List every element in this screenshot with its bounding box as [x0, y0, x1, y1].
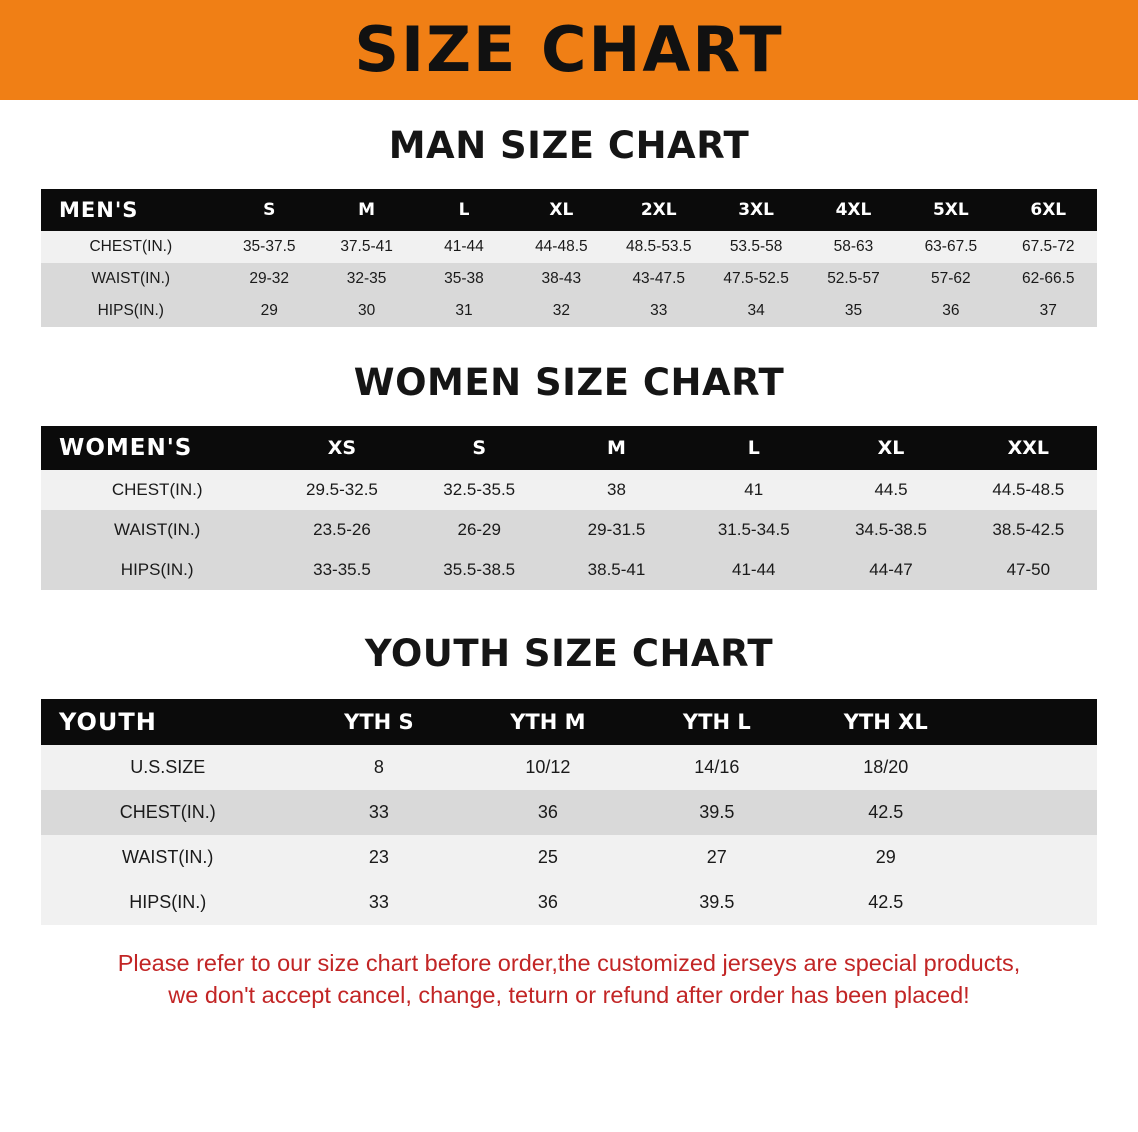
- row-label: WAIST(IN.): [41, 510, 273, 550]
- table-cell: 23.5-26: [273, 510, 410, 550]
- youth-header-cell: YTH S: [294, 699, 463, 745]
- table-row: [41, 510, 1097, 550]
- table-cell: 32-35: [318, 263, 415, 295]
- man-header-cell: S: [221, 189, 318, 231]
- table-cell-spacer: [970, 790, 1097, 835]
- youth-size-table: [41, 699, 1097, 925]
- table-row: [41, 295, 1097, 327]
- header-banner: [0, 0, 1138, 100]
- women-table-wrapper: [41, 426, 1097, 590]
- youth-table-wrapper: [41, 699, 1097, 925]
- table-cell: 36: [902, 295, 999, 327]
- table-cell: 34.5-38.5: [822, 510, 959, 550]
- table-cell: 41: [685, 470, 822, 510]
- row-label: HIPS(IN.): [41, 295, 221, 327]
- youth-section-title: YOUTH SIZE CHART: [364, 632, 774, 675]
- table-cell: 42.5: [801, 790, 970, 835]
- table-cell: 27: [632, 835, 801, 880]
- table-row: [41, 835, 1097, 880]
- women-header-cell: XL: [822, 426, 959, 470]
- man-table-wrapper: [41, 189, 1097, 327]
- table-cell: 33: [610, 295, 707, 327]
- table-cell: 53.5-58: [707, 231, 804, 263]
- row-label: WAIST(IN.): [41, 263, 221, 295]
- table-cell: 31.5-34.5: [685, 510, 822, 550]
- man-header-cell: 6XL: [1000, 189, 1097, 231]
- table-cell: 41-44: [685, 550, 822, 590]
- table-cell: 29.5-32.5: [273, 470, 410, 510]
- row-label: U.S.SIZE: [41, 745, 294, 790]
- table-cell: 44.5: [822, 470, 959, 510]
- table-cell-spacer: [970, 745, 1097, 790]
- youth-header-cell: YTH L: [632, 699, 801, 745]
- table-cell: 35: [805, 295, 902, 327]
- table-cell: 43-47.5: [610, 263, 707, 295]
- table-cell: 38.5-41: [548, 550, 685, 590]
- table-cell: 34: [707, 295, 804, 327]
- table-cell: 18/20: [801, 745, 970, 790]
- note-line-1: Please refer to our size chart before order,the customized jerseys are special products,: [117, 950, 1021, 976]
- table-cell: 39.5: [632, 880, 801, 925]
- table-cell: 37: [1000, 295, 1097, 327]
- table-cell: 44-47: [822, 550, 959, 590]
- youth-header-cell: YTH XL: [801, 699, 970, 745]
- table-cell: 47.5-52.5: [707, 263, 804, 295]
- table-cell: 10/12: [463, 745, 632, 790]
- table-cell: 52.5-57: [805, 263, 902, 295]
- table-cell: 32: [513, 295, 610, 327]
- table-cell: 48.5-53.5: [610, 231, 707, 263]
- man-header-cell: 2XL: [610, 189, 707, 231]
- youth-header-cell: YTH M: [463, 699, 632, 745]
- man-header-cell: M: [318, 189, 415, 231]
- table-cell: 29: [801, 835, 970, 880]
- row-label: HIPS(IN.): [41, 880, 294, 925]
- row-label: CHEST(IN.): [41, 470, 273, 510]
- return-policy-note: [38, 947, 1100, 1012]
- table-header-row: [41, 699, 1097, 745]
- table-cell: 35-38: [415, 263, 512, 295]
- women-header-cell: M: [548, 426, 685, 470]
- table-cell: 33: [294, 790, 463, 835]
- man-header-cell: 4XL: [805, 189, 902, 231]
- women-section-title: WOMEN SIZE CHART: [353, 361, 785, 404]
- table-cell: 38: [548, 470, 685, 510]
- table-row: [41, 550, 1097, 590]
- table-cell: 29-32: [221, 263, 318, 295]
- man-section-title: MAN SIZE CHART: [388, 124, 750, 167]
- man-header-cell: L: [415, 189, 512, 231]
- row-label: HIPS(IN.): [41, 550, 273, 590]
- women-header-cell: S: [411, 426, 548, 470]
- table-row: [41, 880, 1097, 925]
- women-size-table: [41, 426, 1097, 590]
- man-size-table: [41, 189, 1097, 327]
- table-cell-spacer: [970, 835, 1097, 880]
- table-cell: 29-31.5: [548, 510, 685, 550]
- table-cell: 33-35.5: [273, 550, 410, 590]
- table-cell: 35.5-38.5: [411, 550, 548, 590]
- table-cell: 57-62: [902, 263, 999, 295]
- table-cell: 62-66.5: [1000, 263, 1097, 295]
- man-header-cell: 3XL: [707, 189, 804, 231]
- table-cell: 38.5-42.5: [960, 510, 1097, 550]
- page-title: SIZE CHART: [354, 13, 784, 86]
- women-header-cell: L: [685, 426, 822, 470]
- table-cell: 41-44: [415, 231, 512, 263]
- youth-header-spacer: [970, 699, 1097, 745]
- table-cell: 30: [318, 295, 415, 327]
- table-cell: 14/16: [632, 745, 801, 790]
- table-cell: 26-29: [411, 510, 548, 550]
- youth-header-cell: YOUTH: [41, 699, 294, 745]
- table-cell: 67.5-72: [1000, 231, 1097, 263]
- table-row: [41, 263, 1097, 295]
- table-cell: 36: [463, 880, 632, 925]
- table-row: [41, 470, 1097, 510]
- table-header-row: [41, 189, 1097, 231]
- man-header-cell: MEN'S: [41, 189, 221, 231]
- table-cell: 31: [415, 295, 512, 327]
- women-header-cell: XS: [273, 426, 410, 470]
- table-cell: 47-50: [960, 550, 1097, 590]
- table-cell-spacer: [970, 880, 1097, 925]
- table-cell: 37.5-41: [318, 231, 415, 263]
- table-cell: 33: [294, 880, 463, 925]
- man-header-cell: 5XL: [902, 189, 999, 231]
- note-line-2: we don't accept cancel, change, teturn or refund after order has been placed!: [168, 982, 970, 1009]
- table-cell: 35-37.5: [221, 231, 318, 263]
- table-cell: 58-63: [805, 231, 902, 263]
- row-label: WAIST(IN.): [41, 835, 294, 880]
- table-cell: 63-67.5: [902, 231, 999, 263]
- table-row: [41, 231, 1097, 263]
- table-cell: 36: [463, 790, 632, 835]
- table-cell: 29: [221, 295, 318, 327]
- table-header-row: [41, 426, 1097, 470]
- table-cell: 8: [294, 745, 463, 790]
- women-header-cell: XXL: [960, 426, 1097, 470]
- row-label: CHEST(IN.): [41, 231, 221, 263]
- row-label: CHEST(IN.): [41, 790, 294, 835]
- table-cell: 39.5: [632, 790, 801, 835]
- man-header-cell: XL: [513, 189, 610, 231]
- table-cell: 42.5: [801, 880, 970, 925]
- table-cell: 38-43: [513, 263, 610, 295]
- table-cell: 44.5-48.5: [960, 470, 1097, 510]
- table-cell: 32.5-35.5: [411, 470, 548, 510]
- table-row: [41, 790, 1097, 835]
- table-cell: 25: [463, 835, 632, 880]
- table-row: [41, 745, 1097, 790]
- table-cell: 23: [294, 835, 463, 880]
- table-cell: 44-48.5: [513, 231, 610, 263]
- women-header-cell: WOMEN'S: [41, 426, 273, 470]
